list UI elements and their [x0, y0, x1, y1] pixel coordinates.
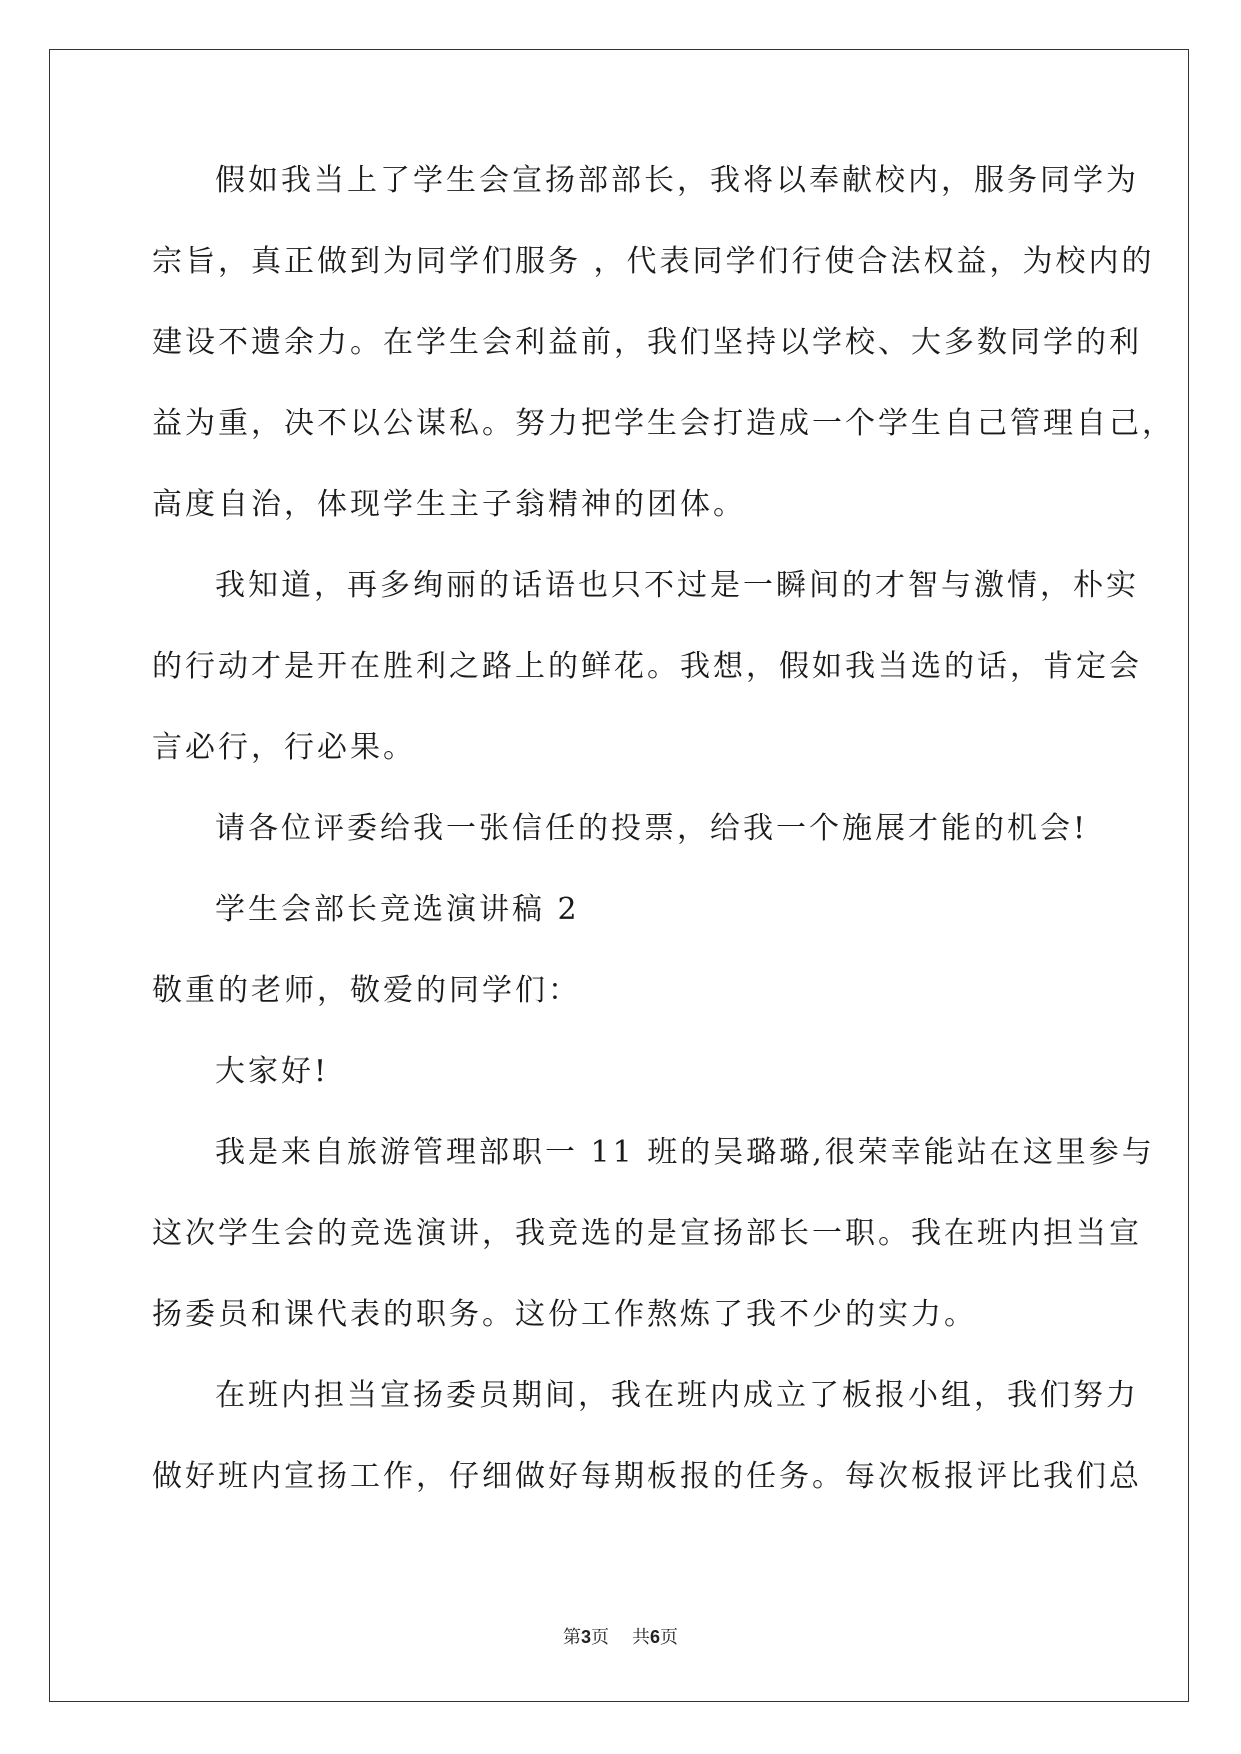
- paragraph-line: 宗旨，真正做到为同学们服务 ，代表同学们行使合法权益，为校内的: [152, 244, 1155, 279]
- page-suffix: 页: [591, 1627, 610, 1648]
- page-total-number: 6: [649, 1627, 660, 1647]
- page-prefix: 第: [563, 1627, 582, 1648]
- paragraph-line: 建设不遗余力。在学生会利益前，我们坚持以学校、大多数同学的利: [152, 325, 1142, 360]
- paragraph-line: 做好班内宣扬工作，仔细做好每期板报的任务。每次板报评比我们总: [152, 1459, 1142, 1494]
- paragraph-line: 益为重，决不以公谋私。努力把学生会打造成一个学生自己管理自己，: [152, 406, 1175, 441]
- paragraph-line: 我知道，再多绚丽的话语也只不过是一瞬间的才智与激情，朴实: [215, 568, 1139, 603]
- greeting: 大家好!: [215, 1054, 330, 1089]
- paragraph-line: 我是来自旅游管理部职一 11 班的吴璐璐,很荣幸能站在这里参与: [215, 1135, 1155, 1170]
- document-body: [152, 161, 1175, 1538]
- paragraph-line: 假如我当上了学生会宣扬部部长，我将以奉献校内，服务同学为: [215, 163, 1139, 198]
- paragraph-line: 的行动才是开在胜利之路上的鲜花。我想，假如我当选的话，肯定会: [152, 649, 1142, 684]
- total-prefix: 共: [631, 1627, 650, 1648]
- paragraph-line: 高度自治，体现学生主子翁精神的团体。: [152, 487, 746, 522]
- page-current-number: 3: [581, 1627, 592, 1647]
- paragraph-line: 在班内担当宣扬委员期间，我在班内成立了板报小组，我们努力: [215, 1378, 1139, 1413]
- paragraph-line: 这次学生会的竞选演讲，我竞选的是宣扬部长一职。我在班内担当宣: [152, 1216, 1142, 1251]
- paragraph-line: 言必行，行必果。: [152, 730, 416, 765]
- total-suffix: 页: [659, 1627, 678, 1648]
- paragraph-line: 请各位评委给我一张信任的投票，给我一个施展才能的机会!: [215, 811, 1089, 846]
- page-footer: [0, 1625, 1241, 1650]
- salutation: 敬重的老师，敬爱的同学们：: [152, 973, 581, 1008]
- paragraph-line: 扬委员和课代表的职务。这份工作熬炼了我不少的实力。: [152, 1297, 977, 1332]
- section-heading: 学生会部长竞选演讲稿 2: [215, 892, 580, 927]
